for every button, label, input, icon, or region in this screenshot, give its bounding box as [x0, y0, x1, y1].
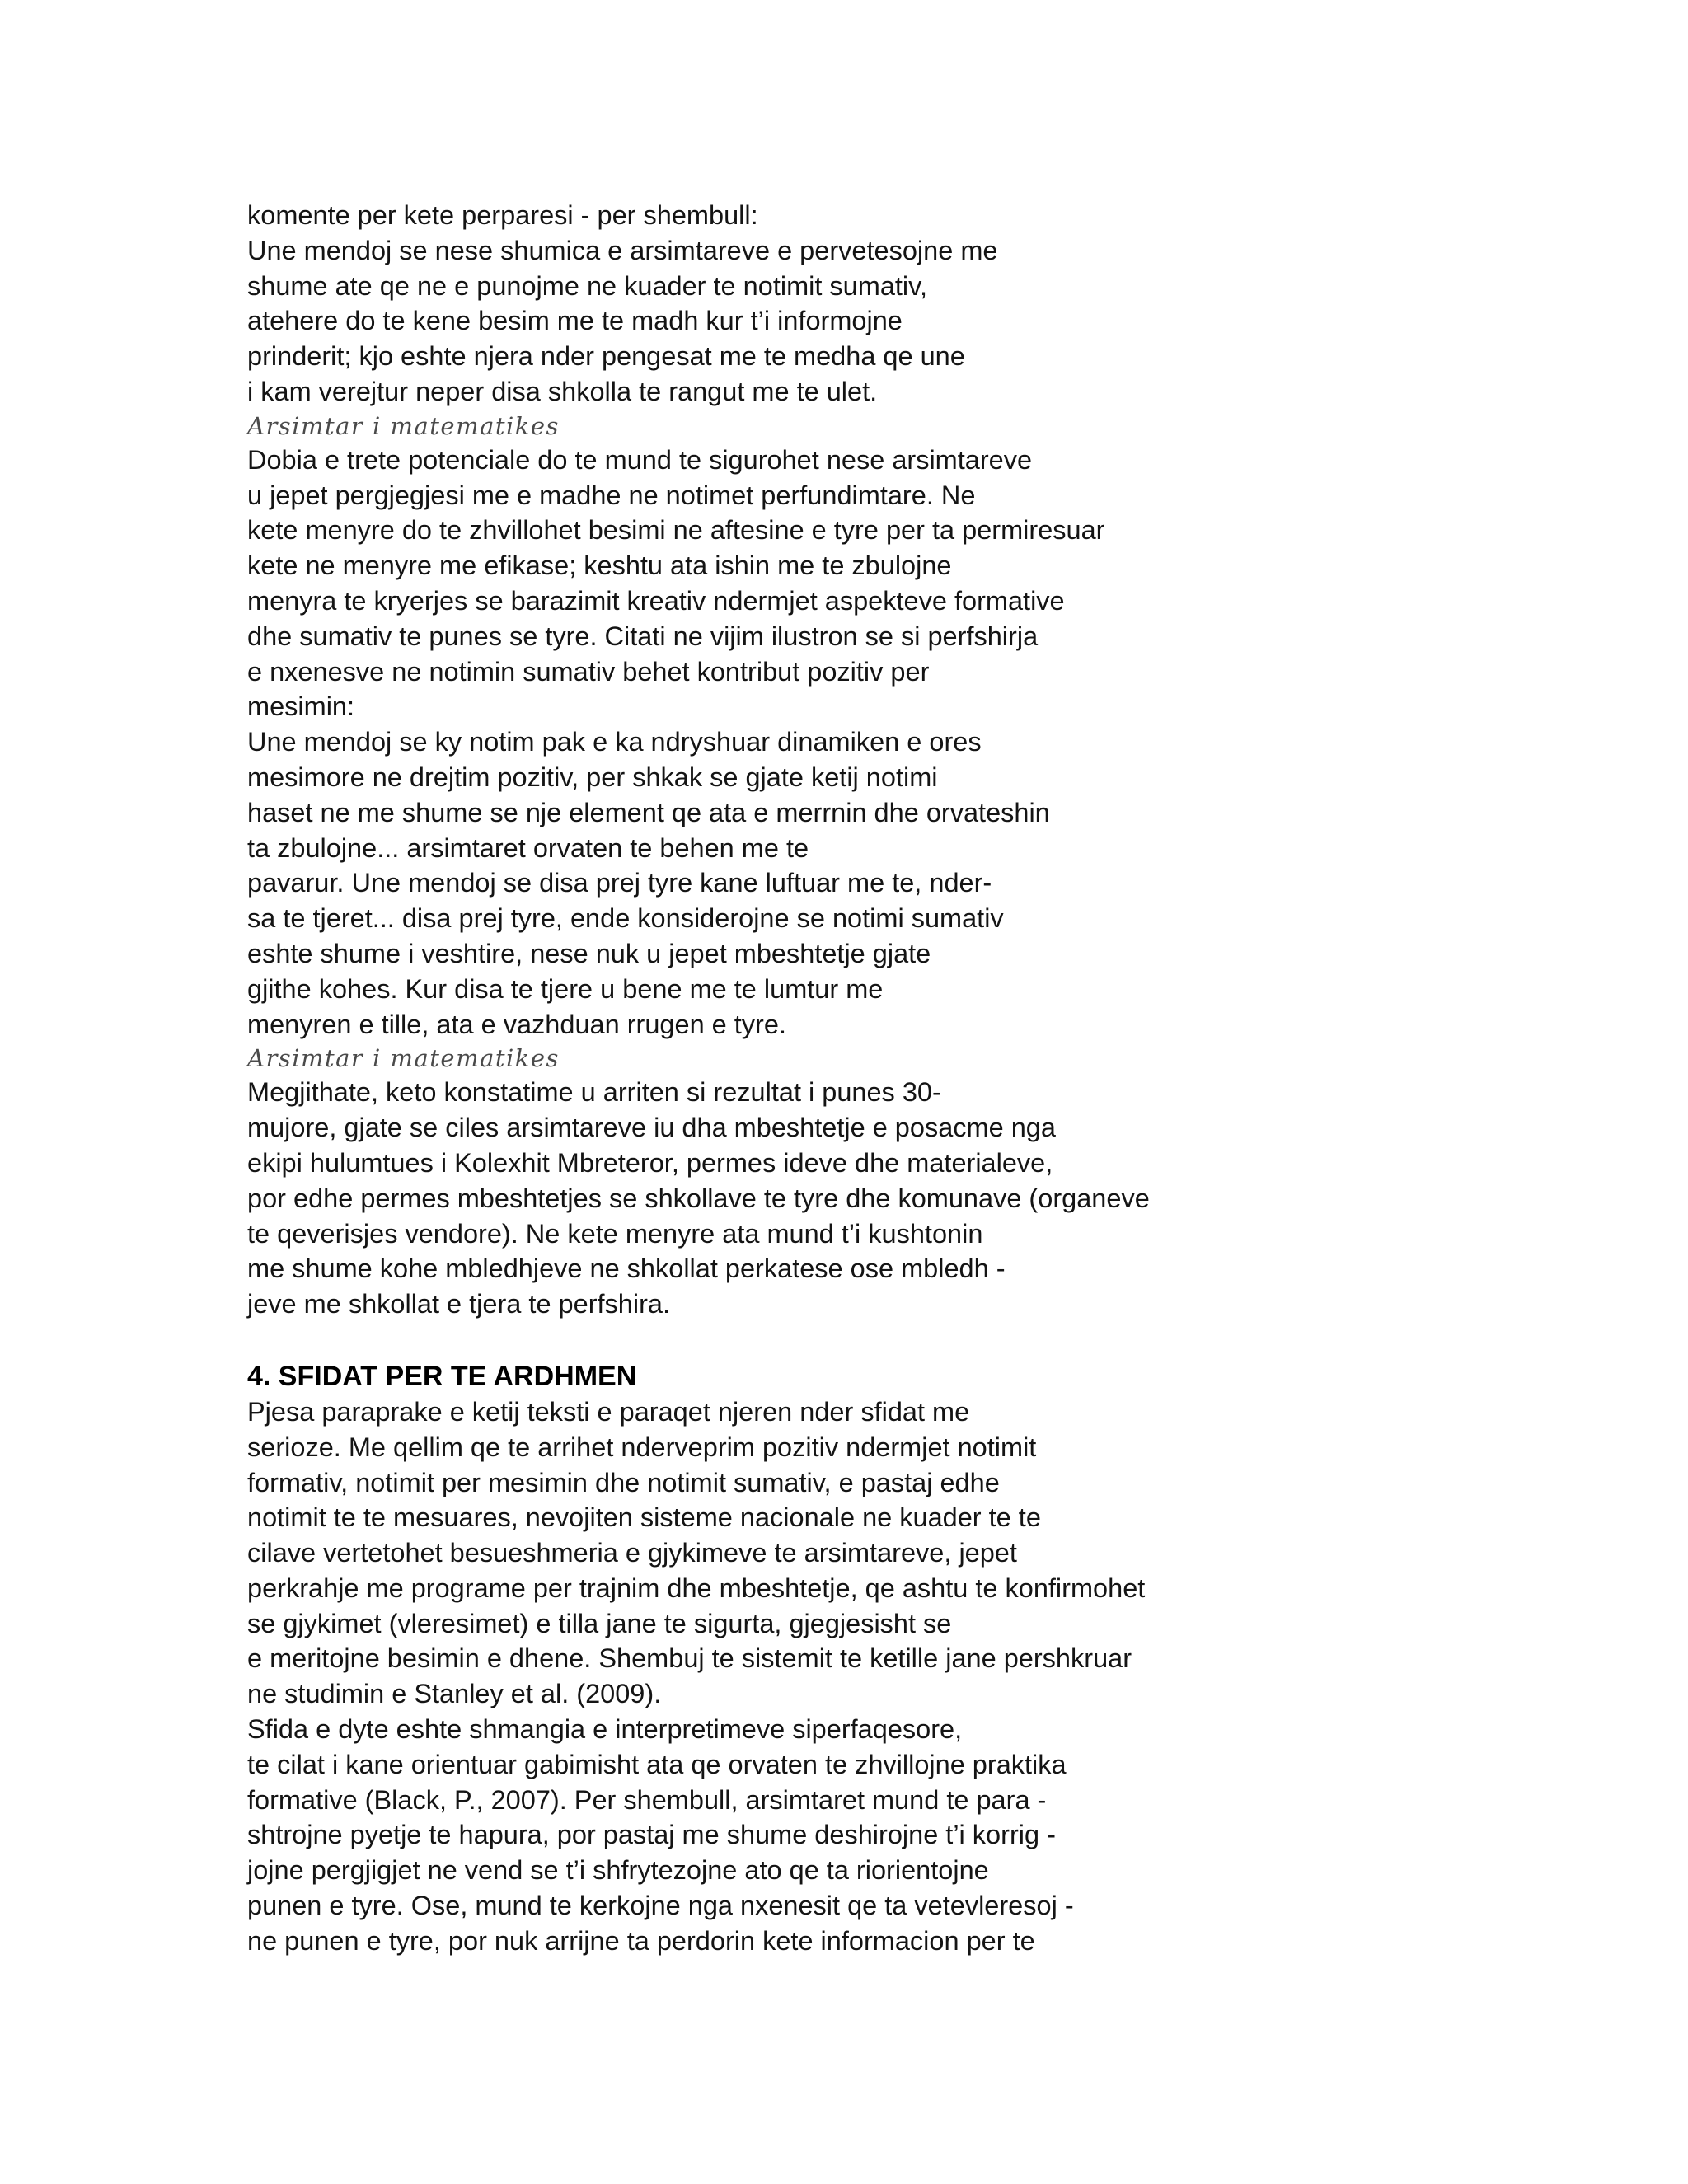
text-line: haset ne me shume se nje element qe ata e merrnin dhe orvateshin [247, 797, 1050, 827]
paragraph-quote-1 [247, 198, 1451, 410]
text-line: komente per kete perparesi - per shembull: [247, 200, 758, 230]
text-line: te cilat i kane orientuar gabimisht ata qe orvaten te zhvillojne praktika [247, 1749, 1067, 1779]
text-line: me shume kohe mbledhjeve ne shkollat perkatese ose mbledh - [247, 1254, 1006, 1284]
text-line: sa te tjeret... disa prej tyre, ende konsiderojne se notimi sumativ [247, 903, 1004, 934]
text-line: e meritojne besimin e dhene. Shembuj te sistemit te ketille jane pershkruar [247, 1643, 1132, 1674]
text-line: te qeverisjes vendore). Ne kete menyre ata mund t’i kushtonin [247, 1218, 983, 1249]
text-line: ne punen e tyre, por nuk arrijne ta perdorin kete informacion per te [247, 1925, 1035, 1956]
text-line: ekipi hulumtues i Kolexhit Mbreteror, permes ideve dhe materialeve, [247, 1147, 1053, 1178]
text-line: Pjesa paraprake e ketij teksti e paraqet njeren nder sfidat me [247, 1396, 970, 1427]
quote-attribution: Arsimtar i matematikes [247, 1044, 560, 1073]
document-body [247, 198, 1451, 1959]
text-line: kete ne menyre me efikase; keshtu ata ishin me te zbulojne [247, 551, 952, 581]
text-line: kete menyre do te zhvillohet besimi ne aftesine e tyre per ta permiresuar [247, 515, 1105, 546]
text-line: Sfida e dyte eshte shmangia e interpretimeve siperfaqesore, [247, 1714, 963, 1745]
quote-attribution: Arsimtar i matematikes [247, 411, 560, 440]
text-line: mujore, gjate se ciles arsimtareve iu dha mbeshtetje e posacme nga [247, 1113, 1056, 1143]
text-line: mesimore ne drejtim pozitiv, per shkak se gjate ketij notimi [247, 762, 938, 792]
text-line: shtrojne pyetje te hapura, por pastaj me shume deshirojne t’i korrig - [247, 1820, 1056, 1850]
text-line: cilave vertetohet besueshmeria e gjykimeve te arsimtareve, jepet [247, 1538, 1017, 1568]
text-line: gjithe kohes. Kur disa te tjere u bene me te lumtur me [247, 973, 884, 1004]
text-line: jojne pergjigjet ne vend se t’i shfrytezojne ato qe ta riorientojne [247, 1855, 989, 1886]
text-line: se gjykimet (vleresimet) e tilla jane te sigurta, gjegjesisht se [247, 1608, 952, 1638]
text-line: Megjithate, keto konstatime u arriten si rezultat i punes 30- [247, 1077, 941, 1108]
text-line: formativ, notimit per mesimin dhe notimit sumativ, e pastaj edhe [247, 1467, 1000, 1497]
text-line: formative (Black, P., 2007). Per shembull, arsimtaret mund te para - [247, 1784, 1047, 1815]
paragraph-challenges [247, 1394, 1451, 1959]
text-line: shume ate qe ne e punojme ne kuader te notimit sumativ, [247, 270, 928, 301]
text-line: e nxenesve ne notimin sumativ behet kontribut pozitiv per [247, 656, 930, 687]
paragraph-benefit [247, 443, 1451, 1043]
text-line: pavarur. Une mendoj se disa prej tyre kane luftuar me te, nder- [247, 868, 992, 898]
text-line: Une mendoj se nese shumica e arsimtareve e pervetesojne me [247, 235, 998, 265]
text-line: atehere do te kene besim me te madh kur t’i informojne [247, 306, 903, 336]
text-line: menyren e tille, ata e vazhduan rrugen e tyre. [247, 1009, 786, 1039]
text-line: mesimin: [247, 691, 355, 722]
section-spacer [247, 1322, 1451, 1358]
paragraph-findings [247, 1075, 1451, 1322]
text-line: u jepet pergjegjesi me e madhe ne notimet perfundimtare. Ne [247, 480, 976, 510]
text-line: prinderit; kjo eshte njera nder pengesat me te medha qe une [247, 341, 965, 372]
text-line: ne studimin e Stanley et al. (2009). [247, 1679, 662, 1709]
text-line: ta zbulojne... arsimtaret orvaten te behen me te [247, 832, 809, 863]
text-line: menyra te kryerjes se barazimit kreativ ndermjet aspekteve formative [247, 585, 1065, 616]
text-line: jeve me shkollat e tjera te perfshira. [247, 1289, 671, 1319]
text-line: serioze. Me qellim qe te arrihet nderveprim pozitiv ndermjet notimit [247, 1432, 1037, 1462]
section-heading: 4. SFIDAT PER TE ARDHMEN [247, 1360, 637, 1392]
text-line: perkrahje me programe per trajnim dhe mbeshtetje, qe ashtu te konfirmohet [247, 1572, 1146, 1603]
text-line: Dobia e trete potenciale do te mund te sigurohet nese arsimtareve [247, 444, 1033, 475]
text-line: eshte shume i veshtire, nese nuk u jepet mbeshtetje gjate [247, 938, 931, 968]
text-line: Une mendoj se ky notim pak e ka ndryshuar dinamiken e ores [247, 727, 982, 757]
text-line: punen e tyre. Ose, mund te kerkojne nga nxenesit qe ta vetevleresoj - [247, 1891, 1074, 1921]
text-line: i kam verejtur neper disa shkolla te rangut me te ulet. [247, 376, 878, 406]
text-line: dhe sumativ te punes se tyre. Citati ne vijim ilustron se si perfshirja [247, 621, 1039, 651]
text-line: notimit te te mesuares, nevojiten sisteme nacionale ne kuader te te [247, 1502, 1041, 1533]
text-line: por edhe permes mbeshtetjes se shkollave te tyre dhe komunave (organeve [247, 1183, 1150, 1213]
